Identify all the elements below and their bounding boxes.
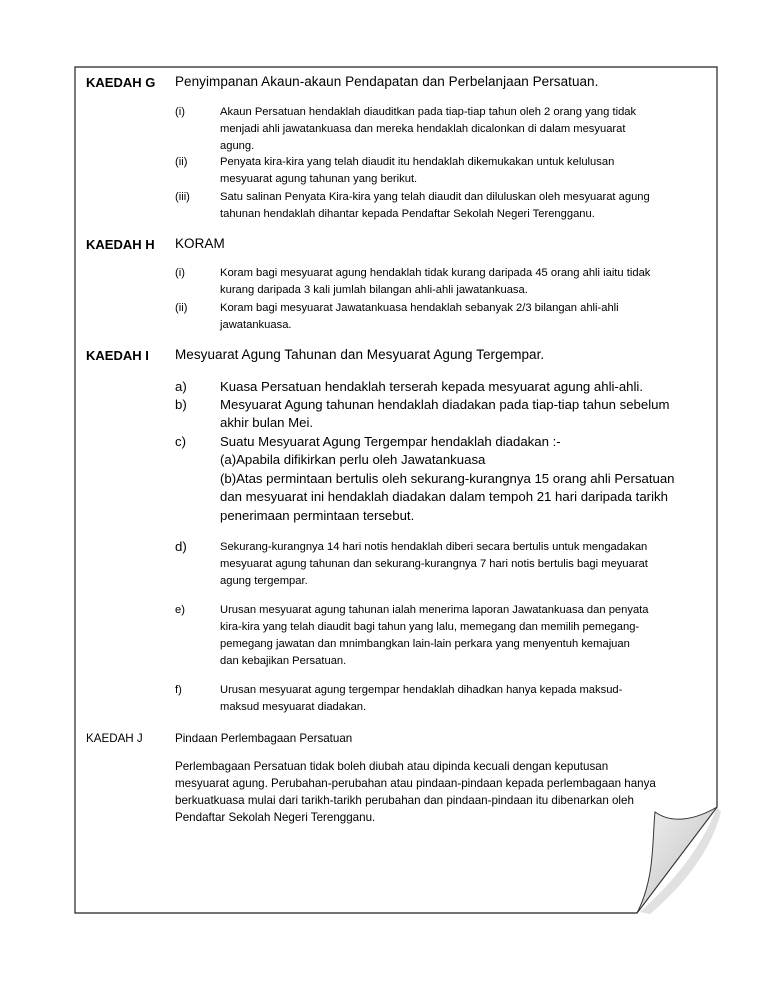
section-h-item-1-line-1: Koram bagi mesyuarat agung hendaklah tidak kurang daripada 45 orang ahli iaitu tidak — [220, 267, 651, 279]
section-i-item-f-line-2: maksud mesyuarat diadakan. — [220, 701, 367, 713]
section-i-item-c-line-4: dan mesyuarat ini hendaklah diadakan dalam tempoh 21 hari daripada tarikh — [220, 489, 668, 504]
section-i-item-e-line-4: dan kebajikan Persatuan. — [220, 655, 347, 667]
section-i-item-c-num: c) — [175, 434, 186, 449]
section-g-item-2-line-1: Penyata kira-kira yang telah diaudit itu hendaklah dikemukakan untuk kelulusan — [220, 156, 615, 168]
section-i-item-d-line-2: mesyuarat agung tahunan dan sekurang-kurangnya 7 hari notis bertulis bagi meyuarat — [220, 558, 648, 570]
section-h-item-1-line-2: kurang daripada 3 kali jumlah bilangan ahli-ahli jawatankuasa. — [220, 284, 528, 296]
section-i-item-f-line-1: Urusan mesyuarat agung tergempar hendaklah dihadkan hanya kepada maksud- — [220, 684, 623, 696]
section-h-item-1-num: (i) — [175, 267, 185, 279]
section-g-key: KAEDAH G — [86, 75, 156, 90]
section-i-item-e-line-1: Urusan mesyuarat agung tahunan ialah menerima laporan Jawatankuasa dan penyata — [220, 604, 649, 616]
section-i-item-c-line-2: (a)Apabila difikirkan perlu oleh Jawatankuasa — [220, 452, 486, 467]
section-j-paragraph-line-3: berkuatkuasa mulai dari tarikh-tarikh perubahan dan pindaan-pindaan itu dibenarkan oleh — [175, 794, 634, 807]
section-i-item-b-num: b) — [175, 397, 187, 412]
section-i-item-e-num: e) — [175, 604, 185, 616]
section-j-title: Pindaan Perlembagaan Persatuan — [175, 732, 353, 745]
section-i-item-c-line-3: (b)Atas permintaan bertulis oleh sekurang-kurangnya 15 orang ahli Persatuan — [220, 471, 675, 486]
section-g-item-1-line-2: menjadi ahli jawatankuasa dan mereka hendaklah dicalonkan di dalam mesyuarat — [220, 123, 626, 135]
section-h-item-2-line-1: Koram bagi mesyuarat Jawatankuasa hendaklah sebanyak 2/3 bilangan ahli-ahli — [220, 302, 619, 314]
section-j-paragraph-line-4: Pendaftar Sekolah Negeri Terengganu. — [175, 811, 376, 824]
section-g-item-1-line-1: Akaun Persatuan hendaklah diauditkan pada tiap-tiap tahun oleh 2 orang yang tidak — [220, 106, 637, 118]
section-i-item-e-line-2: kira-kira yang telah diaudit bagi tahun yang lalu, memegang dan memilih pemegang- — [220, 621, 640, 633]
section-h-title: KORAM — [175, 236, 225, 251]
section-i-item-c-line-5: penerimaan permintaan tersebut. — [220, 508, 415, 523]
section-j-key: KAEDAH J — [86, 732, 143, 745]
section-g-item-3-num: (iii) — [175, 191, 190, 203]
section-i-item-b-line-1: Mesyuarat Agung tahunan hendaklah diadakan pada tiap-tiap tahun sebelum — [220, 397, 670, 412]
section-g-item-1-line-3: agung. — [220, 140, 255, 152]
section-i-item-f-num: f) — [175, 684, 182, 696]
section-i-item-a-line-1: Kuasa Persatuan hendaklah terserah kepada mesyuarat agung ahli-ahli. — [220, 379, 644, 394]
section-g-item-1-num: (i) — [175, 106, 185, 118]
section-i-title: Mesyuarat Agung Tahunan dan Mesyuarat Agung Tergempar. — [175, 347, 545, 362]
section-h-item-2-num: (ii) — [175, 302, 188, 314]
section-i-item-c-line-1: Suatu Mesyuarat Agung Tergempar hendaklah diadakan :- — [220, 434, 561, 449]
section-i-item-d-num: d) — [175, 539, 187, 554]
section-i-item-a-num: a) — [175, 379, 187, 394]
section-i-key: KAEDAH I — [86, 348, 149, 363]
section-j-paragraph-line-2: mesyuarat agung. Perubahan-perubahan atau pindaan-pindaan kepada perlembagaan hanya — [175, 777, 656, 790]
section-h-key: KAEDAH H — [86, 237, 155, 252]
section-j-paragraph-line-1: Perlembagaan Persatuan tidak boleh diubah atau dipinda kecuali dengan keputusan — [175, 760, 609, 773]
section-i-item-e-line-3: pemegang jawatan dan mnimbangkan lain-lain perkara yang menyentuh kemajuan — [220, 638, 630, 650]
section-g-title: Penyimpanan Akaun-akaun Pendapatan dan Perbelanjaan Persatuan. — [175, 74, 599, 89]
section-h-item-2-line-2: jawatankuasa. — [220, 319, 292, 331]
section-i-item-b-line-2: akhir bulan Mei. — [220, 415, 314, 430]
section-g-item-3-line-1: Satu salinan Penyata Kira-kira yang telah diaudit dan diluluskan oleh mesyuarat agung — [220, 191, 650, 203]
section-g-item-3-line-2: tahunan hendaklah dihantar kepada Pendaftar Sekolah Negeri Terengganu. — [220, 208, 595, 220]
section-g-item-2-line-2: mesyuarat agung tahunan yang berikut. — [220, 173, 418, 185]
section-g-item-2-num: (ii) — [175, 156, 188, 168]
section-i-item-d-line-3: agung tergempar. — [220, 575, 308, 587]
section-i-item-d-line-1: Sekurang-kurangnya 14 hari notis hendaklah diberi secara bertulis untuk mengadakan — [220, 541, 648, 553]
